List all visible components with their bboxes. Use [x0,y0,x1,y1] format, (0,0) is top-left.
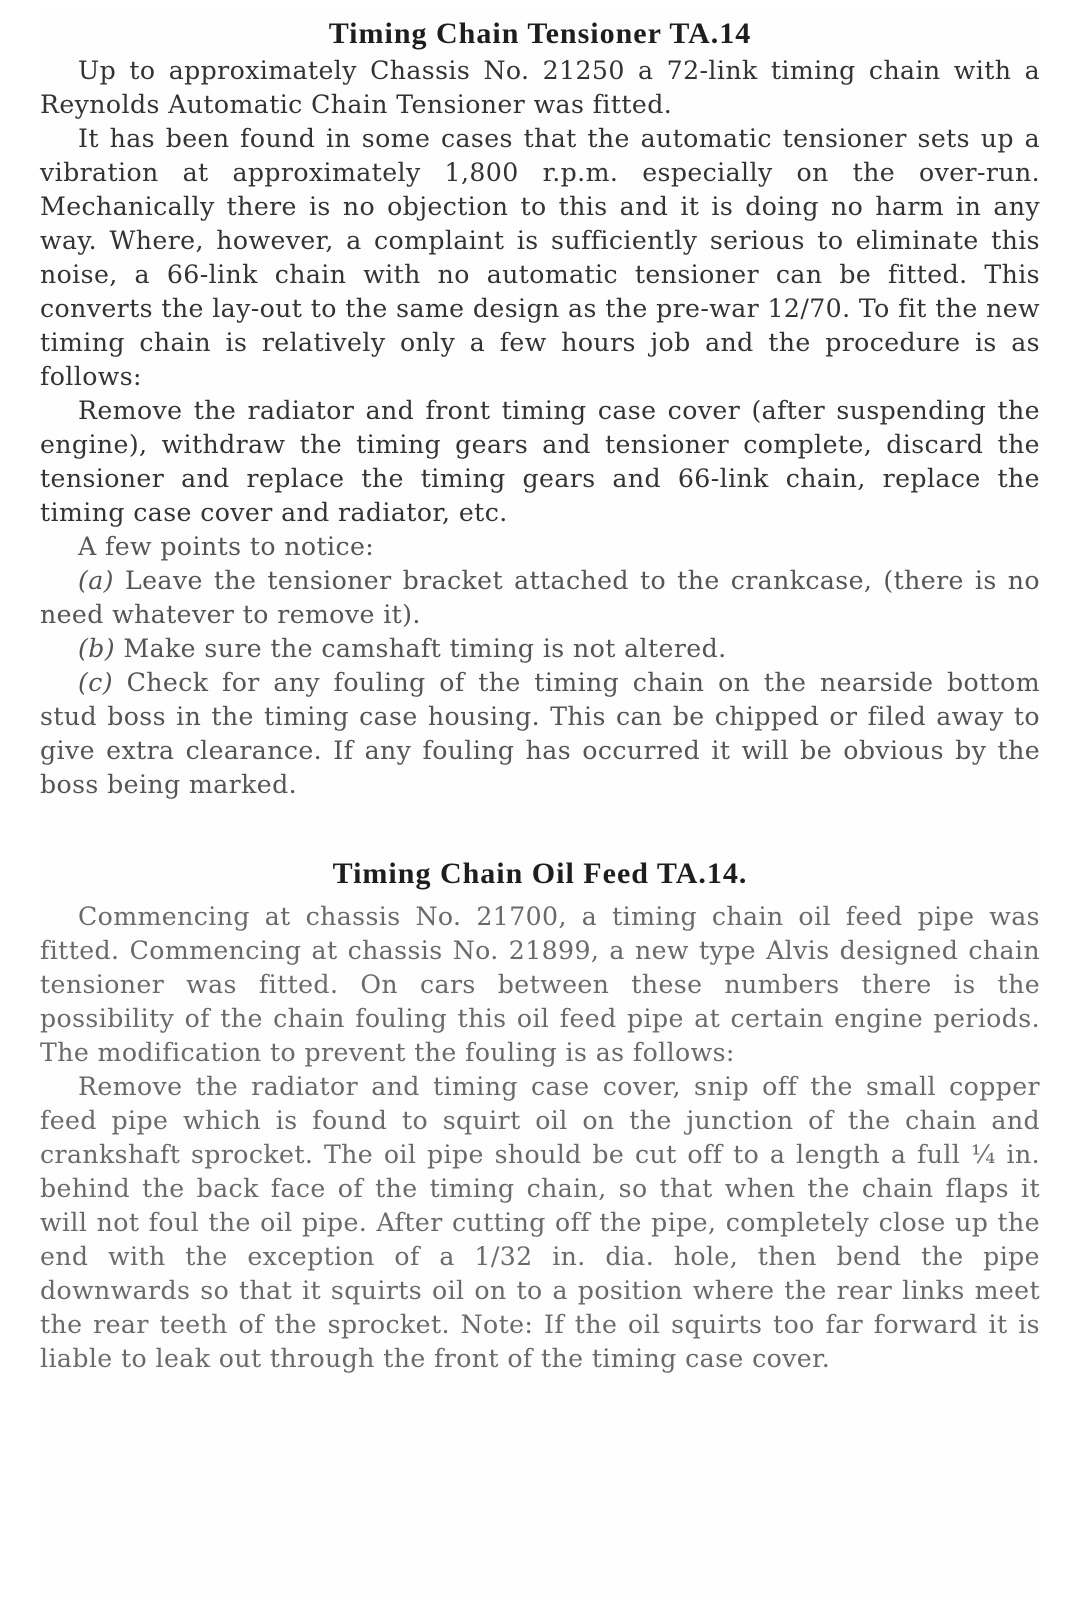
point-text: Check for any fouling of the timing chain on the nearside bottom stud boss in the timing case housing. This can be chipped or filed away to give extra clearance. If any fouling has occurred it will be obvious by the boss being marked. [40,668,1040,799]
section2-procedure-paragraph: Remove the radiator and timing case cover, snip off the small copper feed pipe which is found to squirt oil on the junction of the chain and crankshaft sprocket. The oil pipe should be cut off to a length a full ¼ in. behind the back face of the timing chain, so that when the chain flaps it will not foul the oil pipe. After cutting off the pipe, completely close up the end with the exception of a 1/32 in. dia. hole, then bend the pipe downwards so that it squirts oil on to a position where the rear links meet the rear teeth of the sprocket. Note: If the oil squirts too far forward it is liable to leak out through the front of the timing case cover. [40,1072,1040,1373]
point-item-c [40,666,1040,802]
section1-intro-paragraph: Up to approximately Chassis No. 21250 a 72-link timing chain with a Reynolds Automatic Chain Tensioner was fitted. [40,56,1040,119]
point-text: Leave the tensioner bracket attached to the crankcase, (there is no need whatever to remove it). [40,566,1040,629]
point-letter: (b) [78,634,115,663]
point-item-b [40,632,1040,666]
point-item-a [40,564,1040,632]
section1-points-intro: A few points to notice: [78,532,375,561]
document-page [40,14,1040,1594]
point-text: Make sure the camshaft timing is not altered. [123,634,727,663]
section1-procedure-paragraph: Remove the radiator and front timing case cover (after suspending the engine), withdraw the timing gears and tensioner complete, discard the tensioner and replace the timing gears and 66-link chain, replace the timing case cover and radiator, etc. [40,396,1040,527]
section2-intro-paragraph: Commencing at chassis No. 21700, a timing chain oil feed pipe was fitted. Commencing at chassis No. 21899, a new type Alvis designed chain tensioner was fitted. On cars between these numbers there is the possibility of the chain fouling this oil feed pipe at certain engine periods. The modification to prevent the fouling is as follows: [40,902,1040,1067]
section1-body-paragraph: It has been found in some cases that the automatic tensioner sets up a vibration at approximately 1,800 r.p.m. especially on the over-run. Mechanically there is no objection to this and it is doing no harm in any way. Where, however, a complaint is sufficiently serious to eliminate this noise, a 66-link chain with no automatic tensioner can be fitted. This converts the lay-out to the same design as the pre-war 12/70. To fit the new timing chain is relatively only a few hours job and the procedure is as follows: [40,124,1040,391]
point-letter: (a) [78,566,114,595]
section1-title: Timing Chain Tensioner TA.14 [328,17,752,50]
section2-title: Timing Chain Oil Feed TA.14. [332,857,748,890]
point-letter: (c) [78,668,113,697]
